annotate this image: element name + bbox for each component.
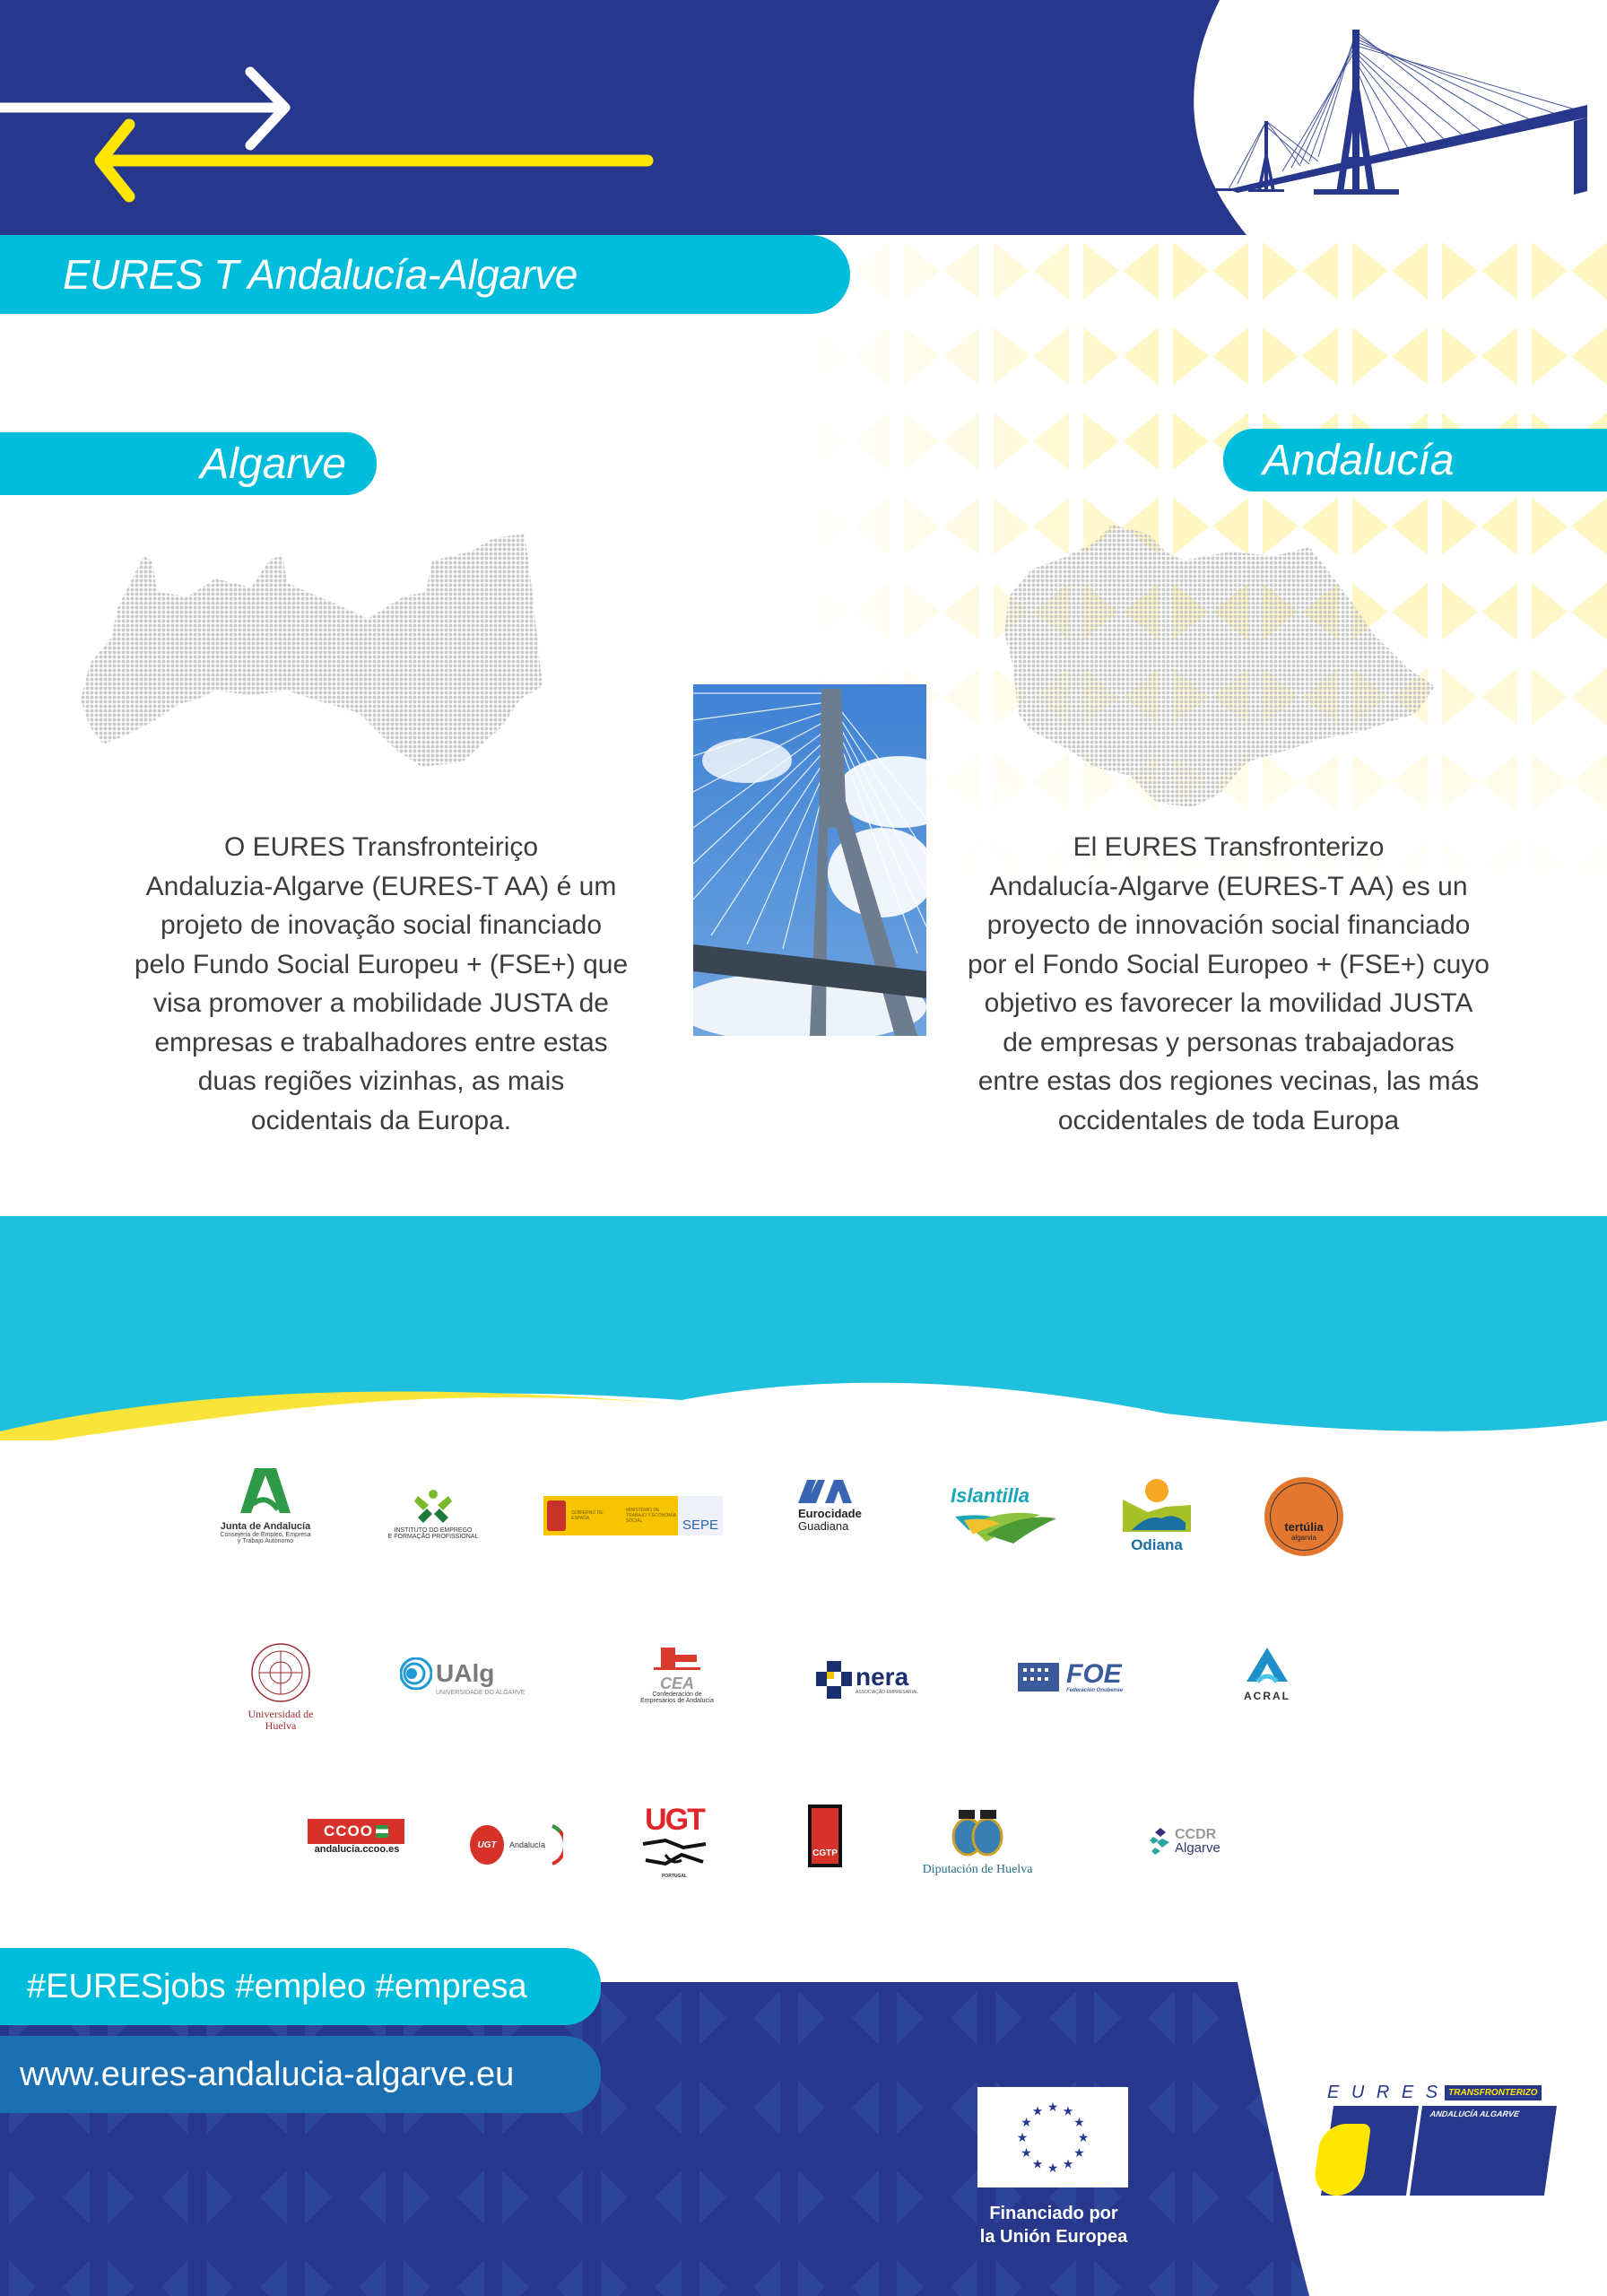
caption-line: Financiado por (989, 2204, 1118, 2223)
ugt-circle-icon (470, 1825, 504, 1865)
page-title: EURES T Andalucía-Algarve (63, 251, 578, 298)
arc-icon (551, 1824, 563, 1866)
description-spanish (951, 828, 1507, 1140)
logo-text: Universidad de Huelva (248, 1708, 314, 1732)
text-line: pelo Fundo Social Europeu + (FSE+) que (134, 949, 629, 979)
logo-subtext: MINISTERIO DE TRABAJO Y ECONOMÍA SOCIAL (625, 1508, 676, 1524)
text-line: El EURES Transfronterizo (1073, 832, 1385, 862)
text-line: projeto de inovação social financiado (161, 910, 602, 940)
logo-cea (628, 1646, 726, 1718)
logo-text: CCOO (324, 1822, 373, 1839)
logo-subtext: Guadiana (798, 1519, 849, 1533)
text-line: duas regiões vizinhas, as mais (197, 1066, 565, 1096)
junta-a-icon (208, 1466, 323, 1517)
text-line: ocidentais da Europa. (250, 1105, 512, 1135)
logo-nera (816, 1657, 937, 1702)
logo-text: UAlg (436, 1659, 495, 1687)
logo-subtext: y Trabajo Autónomo (237, 1538, 294, 1544)
text-line: visa promover a mobilidade JUSTA de (152, 988, 609, 1018)
logo-subtext: UNIVERSIDADE DO ALGARVE (436, 1690, 526, 1696)
logo-islantilla (951, 1484, 1058, 1552)
text-line: objetivo es favorecer la movilidad JUSTA (984, 988, 1473, 1018)
logo-subtext: Federación Onubense (1066, 1688, 1124, 1693)
logo-universidad-huelva (247, 1641, 315, 1733)
logo-text: nera (856, 1663, 909, 1691)
logo-subtext: Empresarios de Andalucía (640, 1698, 714, 1704)
eu-flag-icon (977, 2087, 1128, 2187)
text-line: occidentales de toda Europa (1057, 1105, 1400, 1135)
andalucia-map (995, 507, 1533, 812)
logo-text: UGT (645, 1803, 704, 1837)
logo-text: CEA (659, 1674, 694, 1692)
coat-of-arms-icon (946, 1805, 1009, 1858)
sun-river-icon (1121, 1478, 1193, 1532)
cross-icon (816, 1661, 852, 1699)
logo-subtext: Consejería de Empleo, Empresa (220, 1532, 311, 1538)
eu-star-icon: ★ (1016, 2130, 1029, 2144)
eures-wordmark: E U R E S (1327, 2082, 1442, 2102)
logo-text: Diputación de Huelva (922, 1863, 1033, 1876)
eu-star-icon: ★ (1062, 2103, 1074, 2118)
caption-line: la Unión Europea (979, 2227, 1128, 2247)
region-label-andalucia (1223, 429, 1607, 491)
aa-icon (798, 1480, 852, 1503)
waves-icon (951, 1508, 1058, 1544)
logo-ugt-portugal (638, 1805, 710, 1881)
arrows-icon (0, 54, 682, 215)
logo-subtext: algarvia (1290, 1534, 1316, 1542)
logo-text: CCDR (1175, 1826, 1217, 1842)
bridge-illustration-icon (1211, 22, 1587, 202)
bridge-panel (1410, 2106, 1557, 2196)
eu-funding-caption (951, 2202, 1157, 2248)
text-line: O EURES Transfronteiriço (223, 832, 539, 862)
ccdr-icon (1150, 1828, 1171, 1855)
ccoo-badge (308, 1819, 404, 1844)
page-title-bar (0, 235, 850, 314)
logo-text: CGTP (812, 1848, 838, 1858)
iefp-icon (384, 1489, 482, 1523)
logo-junta-andalucia (208, 1466, 323, 1556)
logo-ualg (400, 1657, 570, 1707)
logo-ugt-andalucia (470, 1822, 569, 1867)
eu-star-icon: ★ (1073, 2115, 1085, 2129)
logo-text: tertúlia (1284, 1520, 1324, 1534)
text-line: proyecto de innovación social financiado (986, 910, 1471, 940)
logo-subtext: Andalucía (509, 1840, 546, 1849)
eu-star-icon: ★ (1047, 2100, 1059, 2114)
logo-acral (1236, 1646, 1299, 1718)
hand-icon (1321, 2106, 1419, 2196)
eu-star-icon: ★ (1021, 2145, 1032, 2160)
description-portuguese (103, 828, 659, 1140)
logo-subtext: GOBIERNO DE ESPAÑA (571, 1510, 604, 1521)
acral-a-icon (1245, 1646, 1290, 1685)
building-icon (1016, 1657, 1063, 1697)
seal-icon (247, 1641, 315, 1704)
text-line: empresas e trabalhadores entre estas (154, 1027, 608, 1057)
algarve-map (63, 520, 673, 789)
hashtags-banner (0, 1948, 601, 2025)
logo-iefp (384, 1489, 482, 1552)
logo-ccoo (308, 1819, 406, 1860)
logo-eurocidade-guadiana (798, 1480, 897, 1547)
logo-cgtp (798, 1805, 852, 1872)
logo-text: UGT (477, 1839, 497, 1850)
ualg-circles-icon (400, 1657, 432, 1690)
coat-of-arms-icon (547, 1500, 566, 1531)
logo-subtext: Confederación de (652, 1692, 702, 1698)
transfronterizo-badge: TRANSFRONTERIZO (1445, 2085, 1541, 2100)
logo-text: Islantilla (951, 1484, 1030, 1507)
logo-sepe (543, 1496, 723, 1535)
logo-diputacion-huelva (915, 1805, 1040, 1881)
region-text: ANDALUCÍA ALGARVE (1429, 2109, 1520, 2118)
eu-star-icon: ★ (1031, 2156, 1044, 2171)
website-banner[interactable] (0, 2036, 601, 2113)
logo-text: SEPE (682, 1518, 719, 1533)
logo-subtext: Algarve (1175, 1839, 1220, 1856)
eu-star-icon: ★ (1077, 2130, 1090, 2144)
logo-text: ACRAL (1244, 1690, 1290, 1702)
logo-subtext: PORTUGAL (661, 1874, 688, 1879)
eu-star-icon: ★ (1031, 2103, 1044, 2118)
logo-subtext: ASSOCIAÇÃO EMPRESARIAL (856, 1690, 919, 1695)
hashtags: #EURESjobs #empleo #empresa (27, 1967, 527, 2005)
logo-subtext: INSTITUTO DO EMPREGO (394, 1527, 473, 1534)
eu-star-icon: ★ (1047, 2161, 1059, 2175)
cgtp-badge (808, 1805, 842, 1867)
text-line: Andaluzia-Algarve (EURES-T AA) é um (145, 871, 617, 901)
building-icon (650, 1646, 704, 1671)
text-line: Andalucía-Algarve (EURES-T AA) es un (989, 871, 1468, 901)
arrow-left-icon (100, 125, 647, 196)
logo-text: Eurocidade (798, 1507, 862, 1520)
logo-subtext: E FORMAÇÃO PROFISSIONAL (387, 1534, 479, 1540)
logo-ccdr-algarve (1150, 1821, 1239, 1861)
text-line: por el Fondo Social Europeo + (FSE+) cuyo (968, 949, 1490, 979)
eu-star-icon: ★ (1021, 2115, 1032, 2129)
andalucia-flag-icon (376, 1825, 388, 1838)
text-line: de empresas y personas trabajadoras (1003, 1027, 1455, 1057)
region-label-algarve (0, 432, 377, 495)
logo-foe (1016, 1655, 1146, 1700)
logo-text: Junta de Andalucía (220, 1521, 311, 1532)
logo-subtext: andalucia.ccoo.es (314, 1844, 400, 1855)
eu-star-icon: ★ (1073, 2145, 1085, 2160)
text-line: entre estas dos regiones vecinas, las más (977, 1066, 1480, 1096)
handshake-icon (638, 1835, 710, 1869)
logo-odiana (1121, 1478, 1193, 1554)
arrow-right-icon (0, 72, 285, 145)
eu-star-icon: ★ (1062, 2156, 1074, 2171)
cyan-wave-band (0, 1216, 1607, 1440)
region-title: Algarve (200, 439, 346, 488)
logo-text: Odiana (1131, 1536, 1183, 1553)
region-title: Andalucía (1263, 436, 1455, 484)
bridge-photo (693, 684, 926, 1036)
logo-text: FOE (1066, 1659, 1122, 1689)
website-link[interactable]: www.eures-andalucia-algarve.eu (20, 2055, 515, 2093)
logo-tertulia-algarvia (1264, 1477, 1343, 1556)
eures-transfronterizo-logo (1327, 2083, 1560, 2208)
